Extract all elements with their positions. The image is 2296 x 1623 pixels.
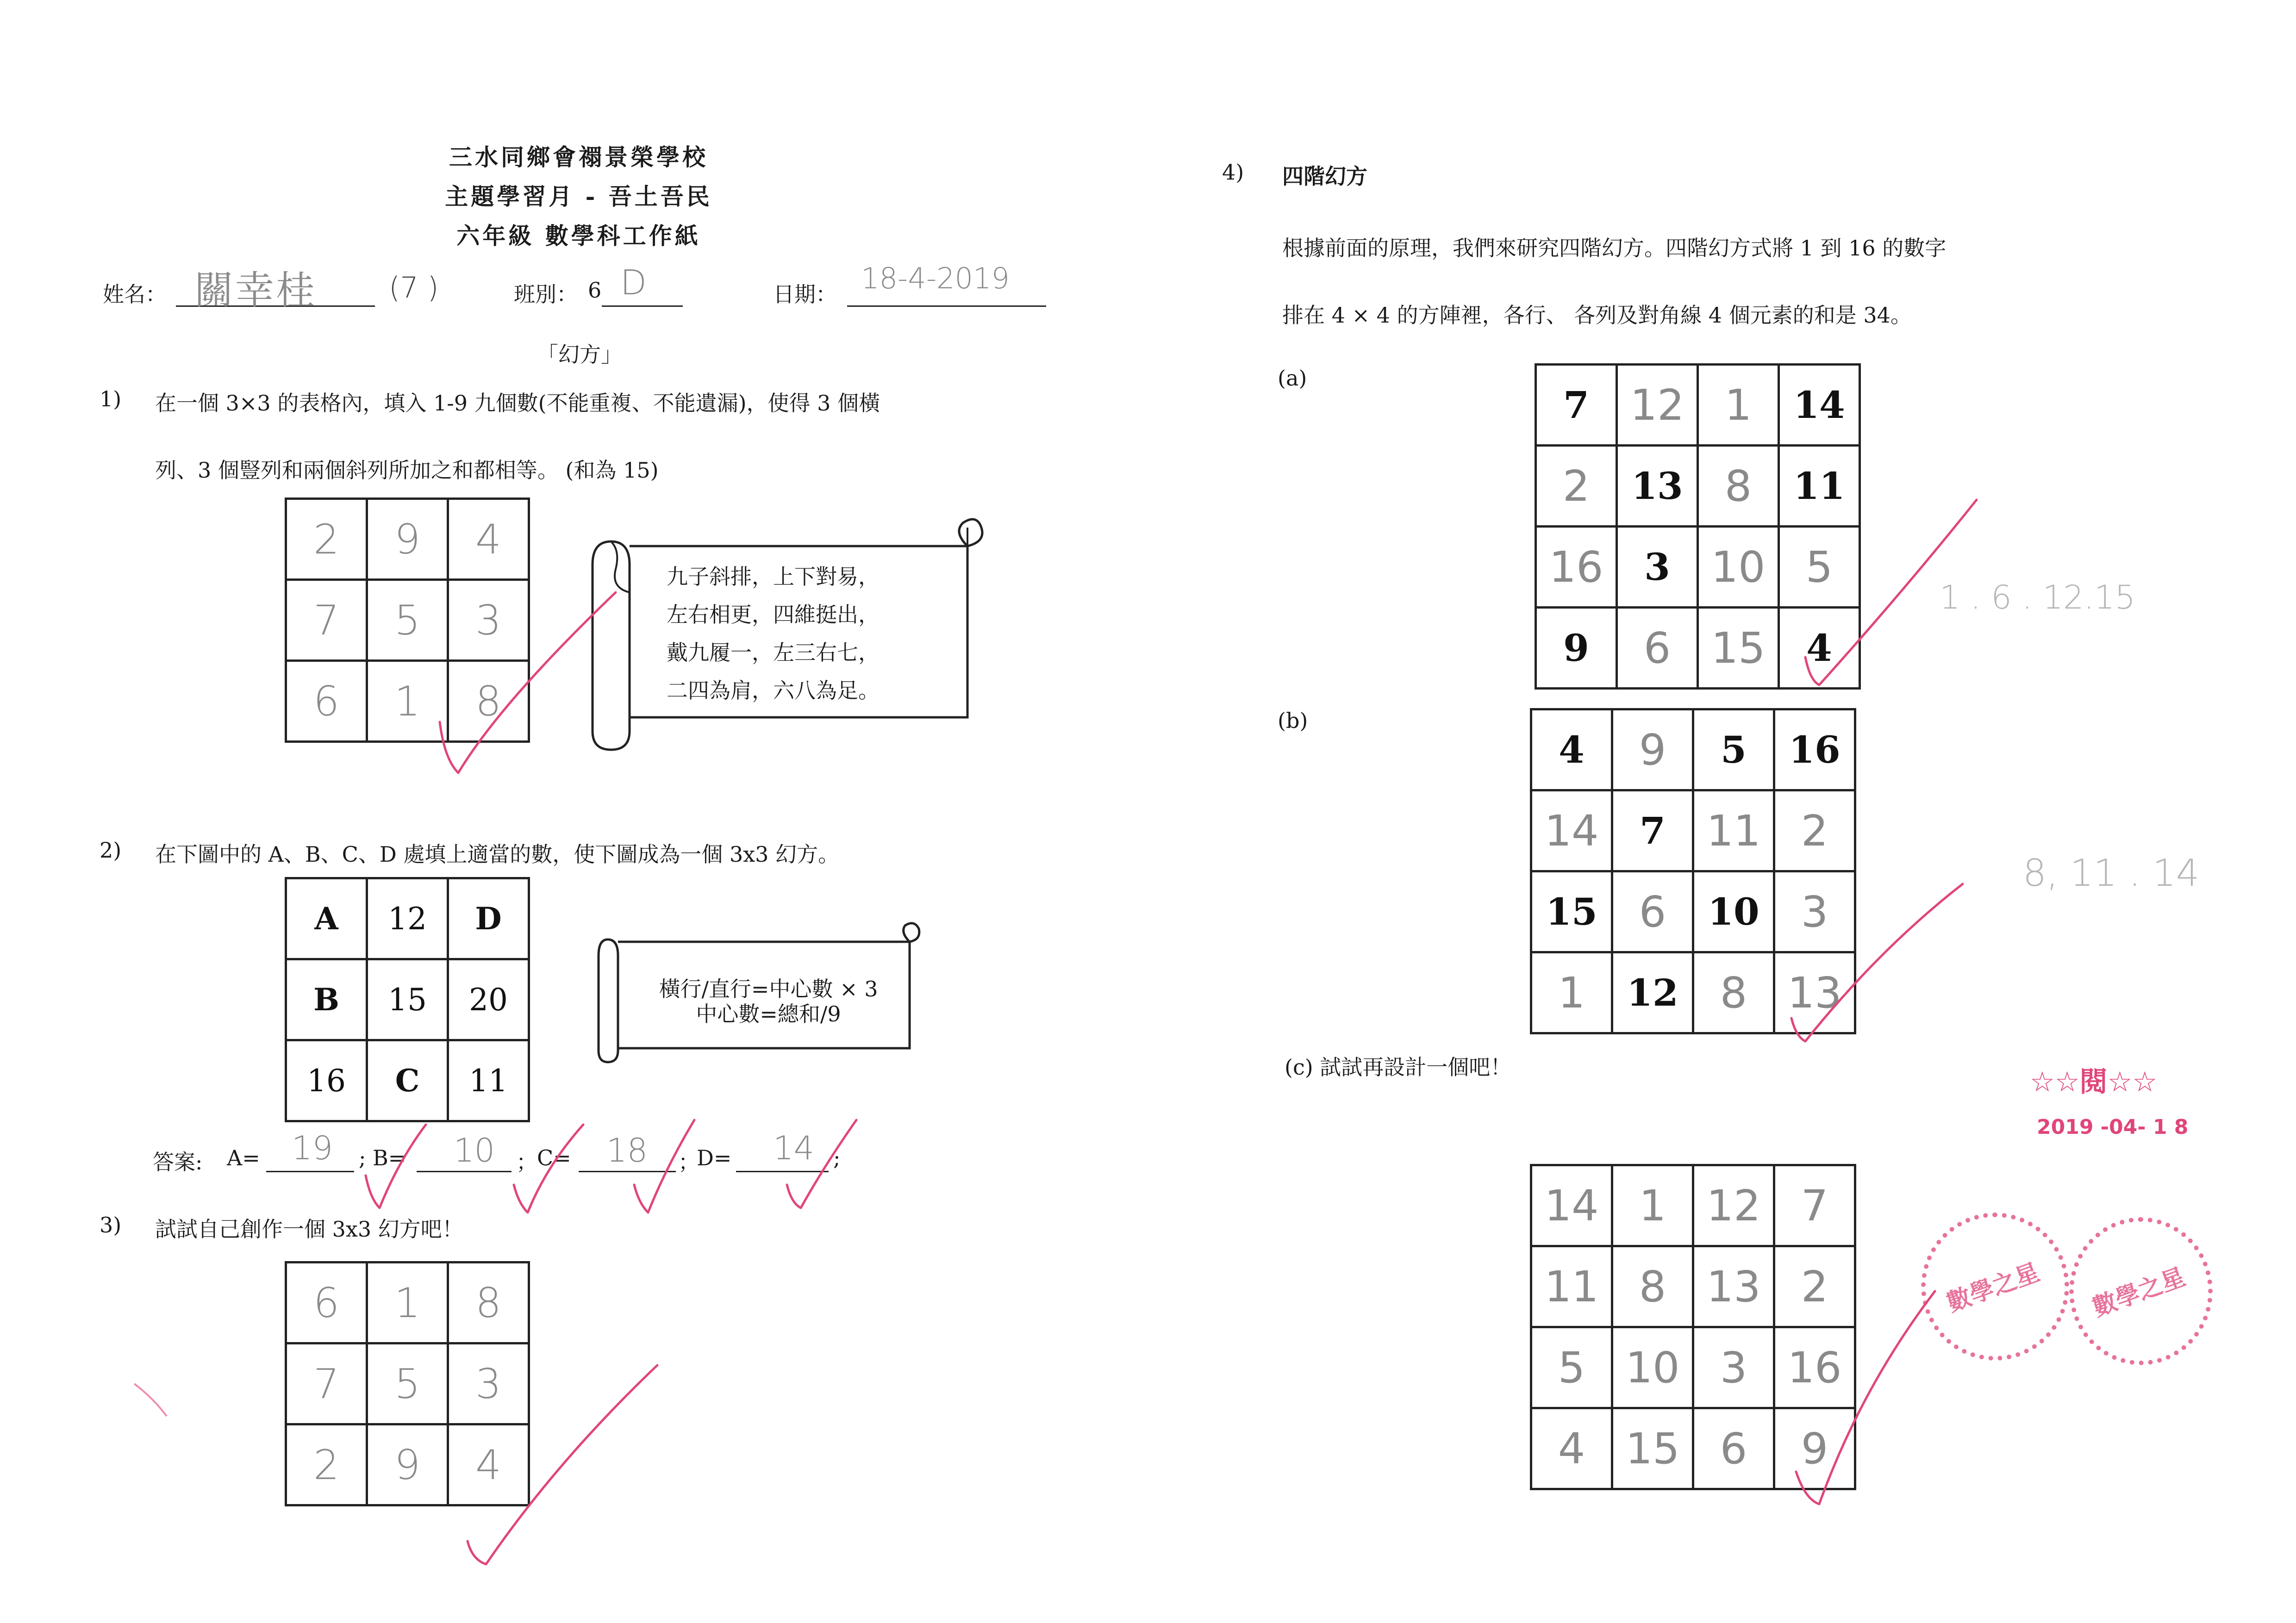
grid-cell: 5 [1693, 709, 1774, 790]
grid-cell: A [286, 878, 367, 959]
grid-cell: 5 [367, 580, 448, 661]
part-c-label: (c) 試試再設計一個吧！ [1285, 1055, 1512, 1080]
answer-separator: ； [678, 1150, 699, 1175]
grid-cell: 10 [1698, 527, 1779, 608]
grid-cell: 3 [1617, 527, 1698, 608]
grid-cell: 8 [448, 661, 529, 742]
q3-number: 3) [100, 1213, 122, 1237]
reviewed-stamp: ☆☆閱☆☆ [2030, 1066, 2158, 1098]
grid-cell: 13 [1774, 952, 1855, 1033]
grid-cell: 6 [1693, 1408, 1774, 1489]
date-value: 18-4-2019 [861, 261, 1010, 295]
grid-cell: 16 [1774, 1327, 1855, 1408]
q2-number: 2) [100, 838, 122, 863]
grid-cell: 9 [367, 1424, 448, 1505]
grid-cell: 16 [1536, 527, 1617, 608]
grid-cell: 1 [367, 661, 448, 742]
review-date-stamp: 2019 -04- 1 8 [2037, 1115, 2189, 1139]
check-mark [1791, 884, 1963, 1041]
check-mark [787, 1120, 856, 1208]
grid-cell: 8 [1693, 952, 1774, 1033]
q2-text: 在下圖中的 A、B、C、D 處填上適當的數，使下圖成為一個 3x3 幻方。 [155, 842, 840, 867]
answer-b-value: 10 [454, 1132, 495, 1169]
seal-text: 數學之星 [2089, 1262, 2189, 1322]
seat-number: (7 ) [389, 271, 439, 305]
grid-cell: 14 [1531, 790, 1612, 871]
answer-c-label: C= [537, 1145, 571, 1170]
class-label: 班別： [514, 282, 578, 307]
grid-cell: 4 [448, 1424, 529, 1505]
q3-text: 試試自己創作一個 3x3 幻方吧！ [155, 1217, 463, 1242]
answer-separator: ; [359, 1145, 366, 1170]
answer-d-label: D= [697, 1145, 732, 1170]
grid-cell: 2 [1774, 790, 1855, 871]
grid-cell: 4 [1531, 709, 1612, 790]
grid-cell: 8 [1612, 1246, 1693, 1327]
check-mark [1796, 1291, 1935, 1504]
date-label: 日期： [773, 282, 837, 307]
grid-cell: 1 [1698, 365, 1779, 446]
grid-cell: 7 [1774, 1165, 1855, 1246]
grid-cell: 6 [286, 661, 367, 742]
scroll-line: 中心數=總和/9 [696, 1001, 841, 1026]
grid-cell: 2 [1536, 446, 1617, 527]
grid-cell: 9 [1612, 709, 1693, 790]
grid-cell: 11 [1531, 1246, 1612, 1327]
answer-c-value: 18 [606, 1132, 648, 1169]
grid-cell: 6 [1612, 871, 1693, 952]
grid-cell: 10 [1693, 871, 1774, 952]
name-value: 關幸桂 [194, 267, 317, 313]
grid-cell: 13 [1693, 1246, 1774, 1327]
scroll-line: 二四為肩，六八為足。 [667, 678, 880, 703]
grid-cell: C [367, 1040, 448, 1121]
grid-cell: 1 [1612, 1165, 1693, 1246]
class-prefix: 6 [588, 278, 602, 303]
stray-mark [134, 1384, 167, 1416]
check-mark [514, 1125, 583, 1213]
q4-text-line2: 排在 4 × 4 的方陣裡，各行、 各列及對角線 4 個元素的和是 34。 [1282, 303, 1912, 328]
grid-cell: 4 [1779, 608, 1860, 689]
grid-cell: 16 [1774, 709, 1855, 790]
note-b: 8, 11 . 14 [2023, 852, 2200, 895]
scroll-line: 橫行/直行=中心數 × 3 [659, 976, 878, 1001]
school-name: 三水同鄉會禤景榮學校 [449, 143, 708, 171]
grid-cell: 12 [1612, 952, 1693, 1033]
part-a-label: (a) [1278, 366, 1307, 391]
q4-number: 4) [1222, 160, 1244, 185]
grid-cell: 16 [286, 1040, 367, 1121]
grid-cell: 6 [286, 1262, 367, 1343]
grid-cell: 9 [1536, 608, 1617, 689]
answer-label: 答案: [153, 1150, 203, 1175]
grid-cell: 5 [1779, 527, 1860, 608]
grid-cell: 1 [367, 1262, 448, 1343]
grid-cell: 3 [1774, 871, 1855, 952]
answer-separator: ; [833, 1145, 841, 1170]
grid-cell: D [448, 878, 529, 959]
answer-b-label: B= [373, 1145, 406, 1170]
grid-cell: 3 [1693, 1327, 1774, 1408]
grid-cell: 11 [1693, 790, 1774, 871]
grid-cell: 15 [367, 959, 448, 1040]
grid-cell: 11 [448, 1040, 529, 1121]
answer-a-value: 19 [292, 1129, 333, 1167]
grid-cell: 15 [1612, 1408, 1693, 1489]
grid-cell: 5 [1531, 1327, 1612, 1408]
grid-cell: 14 [1531, 1165, 1612, 1246]
grid-cell: 2 [286, 1424, 367, 1505]
grid-cell: 13 [1617, 446, 1698, 527]
q1-text-line1: 在一個 3×3 的表格內，填入 1-9 九個數(不能重複、不能遺漏)，使得 3 個橫 [155, 391, 880, 416]
worksheet-title: 六年級 數學科工作紙 [456, 222, 701, 249]
grid-cell: 7 [1612, 790, 1693, 871]
grid-cell: 9 [367, 499, 448, 580]
q1-number: 1) [100, 386, 122, 411]
section-title: 「幻方」 [537, 342, 622, 367]
grid-cell: 12 [367, 878, 448, 959]
part-b-label: (b) [1278, 708, 1308, 733]
grid-cell: 3 [448, 1343, 529, 1424]
grid-cell: 12 [1693, 1165, 1774, 1246]
q4-text-line1: 根據前面的原理，我們來研究四階幻方。四階幻方式將 1 到 16 的數字 [1282, 236, 1947, 261]
grid-cell: 2 [1774, 1246, 1855, 1327]
grid-cell: B [286, 959, 367, 1040]
grid-cell: 2 [286, 499, 367, 580]
check-mark [468, 1365, 657, 1564]
grid-cell: 11 [1779, 446, 1860, 527]
grid-cell: 8 [448, 1262, 529, 1343]
grid-cell: 9 [1774, 1408, 1855, 1489]
q4-title: 四階幻方 [1282, 164, 1367, 189]
grid-cell: 14 [1779, 365, 1860, 446]
answer-a-label: A= [227, 1145, 260, 1170]
grid-cell: 4 [448, 499, 529, 580]
grid-cell: 20 [448, 959, 529, 1040]
answer-d-value: 14 [773, 1129, 815, 1167]
grid-cell: 7 [286, 580, 367, 661]
grid-cell: 15 [1698, 608, 1779, 689]
grid-cell: 7 [286, 1343, 367, 1424]
scroll-line: 戴九履一，左三右七， [667, 640, 880, 665]
check-mark [366, 1125, 426, 1208]
grid-cell: 5 [367, 1343, 448, 1424]
class-value: D [620, 263, 647, 303]
grid-cell: 8 [1698, 446, 1779, 527]
answer-separator: ； [516, 1150, 537, 1175]
grid-cell: 15 [1531, 871, 1612, 952]
check-mark [634, 1120, 694, 1213]
grid-cell: 12 [1617, 365, 1698, 446]
check-mark [440, 592, 616, 773]
scroll-line: 九子斜排，上下對易， [667, 564, 880, 589]
check-mark [1805, 500, 1977, 685]
name-label: 姓名： [103, 282, 167, 307]
grid-cell: 3 [448, 580, 529, 661]
grid-cell: 10 [1612, 1327, 1693, 1408]
scroll-line: 左右相更，四維挺出， [667, 602, 880, 627]
grid-cell: 1 [1531, 952, 1612, 1033]
grid-cell: 6 [1617, 608, 1698, 689]
grid-cell: 4 [1531, 1408, 1612, 1489]
q1-text-line2: 列、3 個豎列和兩個斜列所加之和都相等。 (和為 15) [155, 458, 659, 483]
note-a: 1 . 6 . 12.15 [1940, 578, 2135, 616]
grid-cell: 7 [1536, 365, 1617, 446]
worksheet-theme: 主題學習月 - 吾土吾民 [445, 183, 712, 210]
seal-text: 數學之星 [1943, 1258, 2043, 1318]
